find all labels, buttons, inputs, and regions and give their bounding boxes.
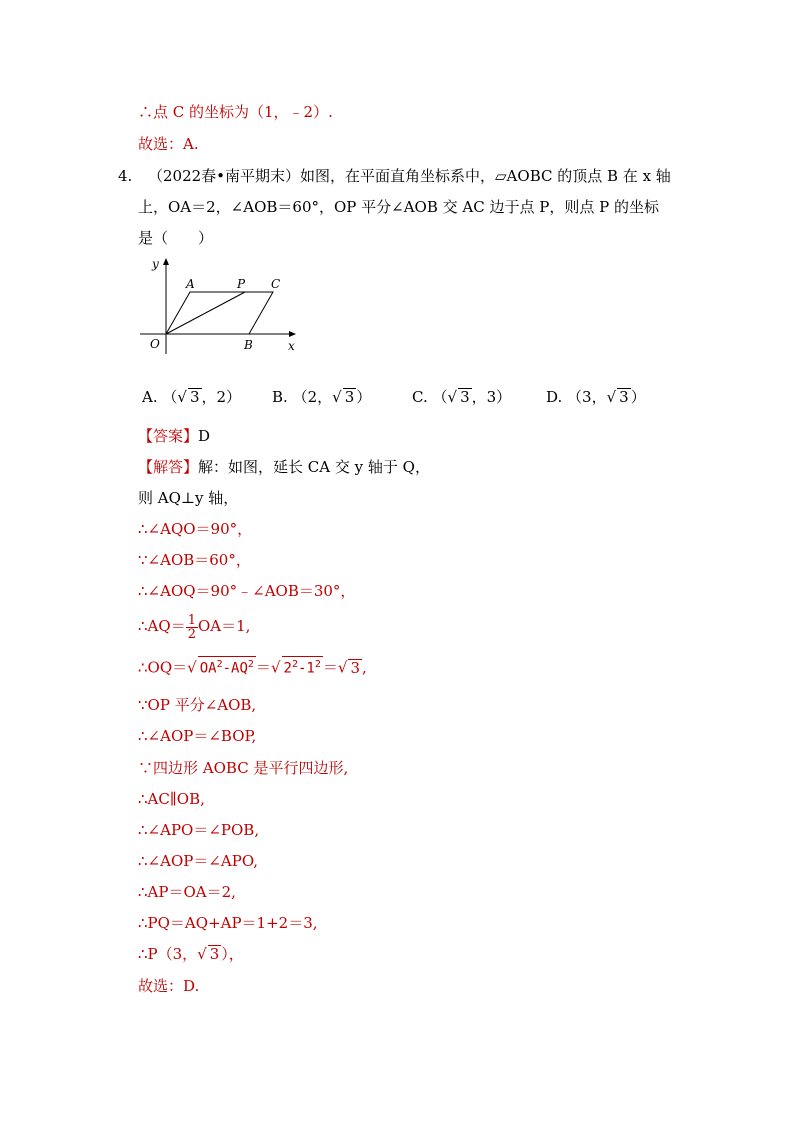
sqrt-symbol: √ bbox=[197, 945, 207, 963]
step6-pre: ∴OQ＝ bbox=[138, 658, 188, 677]
sqrt-symbol: √ bbox=[270, 658, 281, 677]
radicand-aq: -AQ bbox=[222, 660, 248, 677]
exponent: 2 bbox=[247, 659, 254, 670]
option-b[interactable] bbox=[272, 386, 371, 407]
solution-step-1: 则 AQ⊥y 轴， bbox=[138, 489, 239, 507]
prev-choice bbox=[138, 134, 199, 154]
parallelogram-aobc bbox=[166, 292, 273, 334]
solution-step-11: ∴∠APO＝∠POB, bbox=[138, 821, 260, 839]
solution-step-4: ∴∠AOQ＝90°﹣∠AOB＝30°， bbox=[138, 582, 356, 600]
option-a-pre: （ bbox=[162, 388, 178, 406]
step15-pre: ∴P（3， bbox=[138, 945, 198, 963]
option-b-pre: （2， bbox=[292, 388, 333, 406]
step6-radicand-2 bbox=[282, 656, 323, 677]
sqrt-symbol: √ bbox=[337, 658, 348, 677]
step6-eq2: ＝ bbox=[322, 658, 338, 677]
label-o: O bbox=[150, 337, 160, 351]
label-b: B bbox=[244, 338, 253, 352]
exponent: 2 bbox=[314, 659, 321, 670]
fraction-one-half bbox=[186, 614, 198, 641]
label-a: A bbox=[186, 277, 195, 291]
radicand-two: 2 bbox=[283, 660, 292, 677]
sqrt-symbol: √ bbox=[177, 388, 187, 406]
option-a[interactable] bbox=[142, 386, 241, 407]
step5-post: OA＝1, bbox=[197, 617, 251, 635]
solution-step-2: ∴∠AQO＝90°， bbox=[138, 520, 253, 538]
y-axis-arrow bbox=[163, 258, 169, 265]
option-d[interactable] bbox=[546, 386, 646, 407]
option-c-rad: 3 bbox=[460, 388, 470, 406]
answer-value: D bbox=[198, 427, 211, 445]
sqrt-symbol: √ bbox=[187, 658, 197, 677]
option-d-pre: （3， bbox=[567, 388, 607, 406]
step6-post: , bbox=[361, 658, 367, 677]
fraction-numerator: 1 bbox=[187, 612, 196, 628]
solution-choice: 故选：D. bbox=[138, 977, 200, 995]
solution-step-14: ∴PQ＝AQ+AP＝1+2＝3, bbox=[138, 914, 318, 932]
sqrt-symbol: √ bbox=[332, 388, 342, 406]
step15-radicand: 3 bbox=[209, 945, 220, 963]
solution-step-9: ∵四边形 AOBC 是平行四边形, bbox=[138, 759, 349, 777]
solution-step-8: ∴∠AOP＝∠BOP, bbox=[138, 727, 257, 745]
solution-label: 【解答】 bbox=[138, 458, 199, 476]
sqrt-symbol: √ bbox=[606, 388, 617, 406]
question-number: 4. bbox=[118, 167, 133, 185]
fraction-denominator: 2 bbox=[187, 626, 196, 642]
label-x: x bbox=[288, 339, 295, 353]
option-b-letter: B. bbox=[272, 388, 288, 406]
exponent: 2 bbox=[216, 659, 223, 670]
label-y: y bbox=[152, 257, 159, 271]
option-c-pre: （ bbox=[432, 388, 448, 406]
solution-step-15 bbox=[138, 944, 244, 964]
option-d-post: ） bbox=[630, 388, 646, 406]
step6-radicand-1 bbox=[198, 656, 256, 677]
label-p: P bbox=[237, 277, 246, 291]
solution-step-3: ∵∠AOB＝60°， bbox=[138, 551, 251, 569]
solution-step-7: ∵OP 平分∠AOB, bbox=[138, 696, 257, 714]
solution-choice-line bbox=[138, 976, 199, 996]
option-d-letter: D. bbox=[546, 388, 563, 406]
prev-choice-text: 故选：A. bbox=[138, 135, 199, 153]
option-d-rad: 3 bbox=[619, 388, 629, 406]
solution-intro: 解：如图，延长 CA 交 y 轴于 Q， bbox=[198, 458, 430, 476]
solution-step-12: ∴∠AOP＝∠APO, bbox=[138, 852, 259, 870]
radicand-oa: OA bbox=[199, 660, 217, 677]
solution-step-6 bbox=[138, 656, 367, 678]
option-a-letter: A. bbox=[142, 388, 158, 406]
label-c: C bbox=[271, 277, 281, 291]
option-b-post: ） bbox=[356, 388, 372, 406]
answer-line bbox=[138, 426, 210, 446]
step15-post: ）， bbox=[221, 945, 244, 963]
question-line-1: （2022春•南平期末）如图，在平面直角坐标系中，▱AOBC 的顶点 B 在 x 轴 bbox=[148, 167, 671, 185]
step6-eq: ＝ bbox=[255, 658, 271, 677]
step6-radicand-3: 3 bbox=[350, 658, 360, 677]
option-c-letter: C. bbox=[412, 388, 428, 406]
x-axis-arrow bbox=[289, 331, 296, 337]
option-c[interactable] bbox=[412, 386, 511, 407]
exponent: 2 bbox=[291, 659, 298, 670]
solution-intro-line bbox=[138, 457, 430, 477]
solution-step-13: ∴AP＝OA＝2, bbox=[138, 883, 236, 901]
question-line-2: 上，OA＝2，∠AOB＝60°，OP 平分∠AOB 交 AC 边于点 P，则点 P 的坐标 bbox=[138, 198, 659, 216]
solution-step-10: ∴AC∥OB, bbox=[138, 790, 205, 808]
answer-label: 【答案】 bbox=[138, 427, 199, 445]
option-a-post: ，2） bbox=[201, 388, 242, 406]
radicand-one: -1 bbox=[297, 660, 315, 677]
option-b-rad: 3 bbox=[344, 388, 355, 406]
option-a-rad: 3 bbox=[189, 388, 200, 406]
option-c-post: ，3） bbox=[471, 388, 512, 406]
parallelogram-figure bbox=[140, 254, 310, 364]
step5-pre: ∴AQ＝ bbox=[138, 617, 186, 635]
prev-conclusion: ∴点 C 的坐标为（1，﹣2）. bbox=[138, 103, 333, 121]
solution-step-5 bbox=[138, 612, 250, 641]
question-line-3: 是（ ） bbox=[138, 229, 214, 247]
sqrt-symbol: √ bbox=[447, 388, 458, 406]
